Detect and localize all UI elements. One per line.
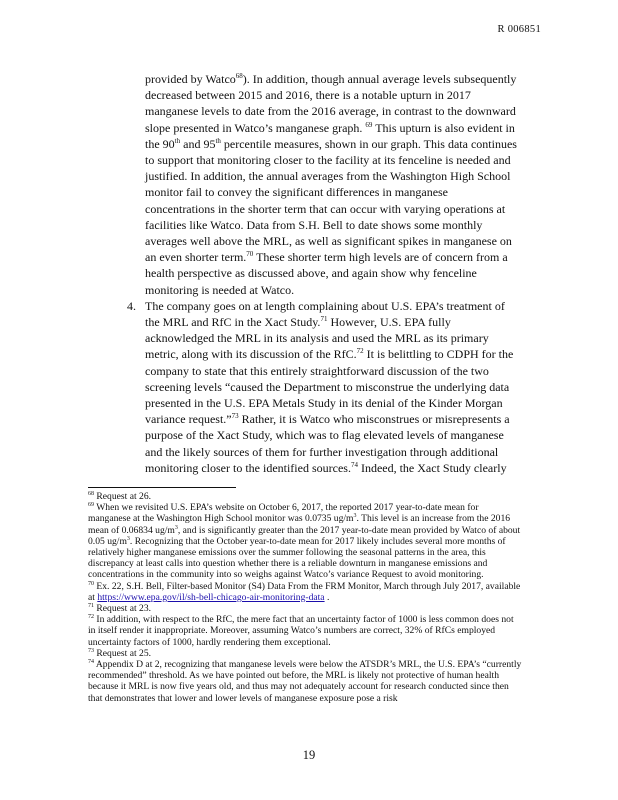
footnote-divider — [88, 487, 236, 488]
paragraph-continued: provided by Watco$^{68}$). In addition, though annual average levels subsequently decreased between 2015 and 2016, there is a notable upturn in 2017 manganese levels to date from the 2016 average, in contrast to the downward slope presented in Watco’s manganese graph. $^{69}$ This upturn is also evident in the 90th and 95th percentile measures, shown in our graph. This data continues to support that monitoring closer to the facility at its fenceline is needed and justified. In addition, the annual averages from the Washington High School monitor fail to convey the significant differences in manganese concentrations in the shorter term that can occur with varying operations at facilities like Watco. Data from S.H. Bell to date shows some monthly averages well above the MRL, as well as significant spikes in manganese on an even shorter term.$^{70}$ These shorter term high levels are of concern from a health perspective as discussed above, and again show why fenceline monitoring is needed at Watco. — [145, 72, 517, 297]
footnote: $^{70}$ Ex. 22, S.H. Bell, Filter-based Monitor (S4) Data From the FRM Monitor, March through July 2017, available at https://www.epa.gov/il/sh-bell-chicago-air-monitoring-data . — [88, 580, 521, 603]
footnote-ref: th — [215, 136, 221, 145]
numbered-item-4 — [127, 298, 517, 476]
footnote-ref: 68 — [235, 72, 243, 80]
footnote-ref: 3 — [174, 524, 178, 531]
footnote-ref: th — [174, 136, 181, 145]
footnote-ref: 68 — [88, 490, 94, 497]
footnote-ref: 72 — [356, 347, 364, 356]
item-number: 4. — [127, 298, 136, 313]
footnote-ref: 71 — [88, 602, 94, 609]
footnote-ref: 73 — [231, 412, 239, 421]
footnote: $^{71}$ Request at 23. — [88, 602, 152, 615]
footnote-ref: 3 — [126, 535, 130, 542]
footnote-ref: 69 — [88, 502, 94, 509]
footnote: $^{69}$ When we revisited U.S. EPA’s website on October 6, 2017, the reported 2017 year-to-date mean for manganese at the Washington High School monitor was 0.0735 $ug/m^3$. This level is an increase from the 2016 mean of 0.06834 $ug/m^3$, and is significantly greater than the 2017 year-to-date mean provided by Watco of about 0.05 $ug/m^3$. Recognizing that the October year-to-date mean for 2017 likely includes several more months of relatively higher manganese emissions over the summer following the seasonal patterns in the area, this discrepancy at least calls into question whether there is a reliable downturn in manganese emissions and concentrations in the community into so weighs against Watco’s variance Request to avoid monitoring. — [88, 502, 521, 581]
footnote-ref: 74 — [350, 460, 358, 469]
footnote-ref: 69 — [365, 120, 373, 129]
footnote: $^{72}$ In addition, with respect to the RfC, the mere fact that an uncertainty factor of 1000 is less common does not in itself render it inappropriate. Moreover, assuming Watco’s numbers are correct, 32% of RfCs employed uncertainty factors of 1000, hardly rendering them exceptional. — [88, 614, 514, 648]
footnote-ref: 3 — [353, 513, 357, 520]
footnote: $^{74}$ Appendix D at 2, recognizing that manganese levels were below the ATSDR’s MRL, the U.S. EPA’s “currently recommended” threshold. As we have pointed out before, the MRL is likely not protective of human health because it MRL is now five years old, and thus may not adequately account for research conducted since then that demonstrates that lower and lower levels of manganese exposure pose a risk — [88, 658, 522, 704]
source-link[interactable]: https://www.epa.gov/il/sh-bell-chicago-air-monitoring-data — [97, 591, 325, 603]
footnotes — [88, 491, 523, 704]
footnote-ref: 70 — [88, 580, 94, 587]
footnote-ref: 72 — [88, 614, 94, 621]
footnote-ref: 73 — [88, 647, 94, 654]
footnote: $^{68}$ Request at 26. — [88, 490, 152, 502]
item-4-text: The company goes on at length complaining about U.S. EPA’s treatment of the MRL and RfC in the Xact Study.$^{71}$ However, U.S. EPA fully acknowledged the MRL in its analysis and used the MRL as its primary metric, along with its discussion of the RfC.$^{72}$ It is belittling to CDPH for the company to state that this entirely straightforward discussion of the two screening levels “caused the Department to misconstrue the underlying data presented in the U.S. EPA Metals Study in its denial of the Kinder Morgan variance request.”$^{73}$ Rather, it is Watco who misconstrues or misrepresents a purpose of the Xact Study, which was to flag elevated levels of manganese and the likely sources of them for further investigation through additional monitoring closer to the identified sources.$^{74}$ Indeed, the Xact Study clearly — [145, 298, 514, 475]
footnote-ref: 71 — [320, 315, 328, 324]
footnote-ref: 74 — [88, 658, 94, 665]
footnote: $^{73}$ Request at 25. — [88, 647, 152, 659]
page-number: 19 — [302, 748, 316, 762]
bates-number: R 006851 — [497, 24, 541, 35]
footnote-ref: 70 — [246, 250, 254, 259]
body-text — [127, 71, 517, 476]
